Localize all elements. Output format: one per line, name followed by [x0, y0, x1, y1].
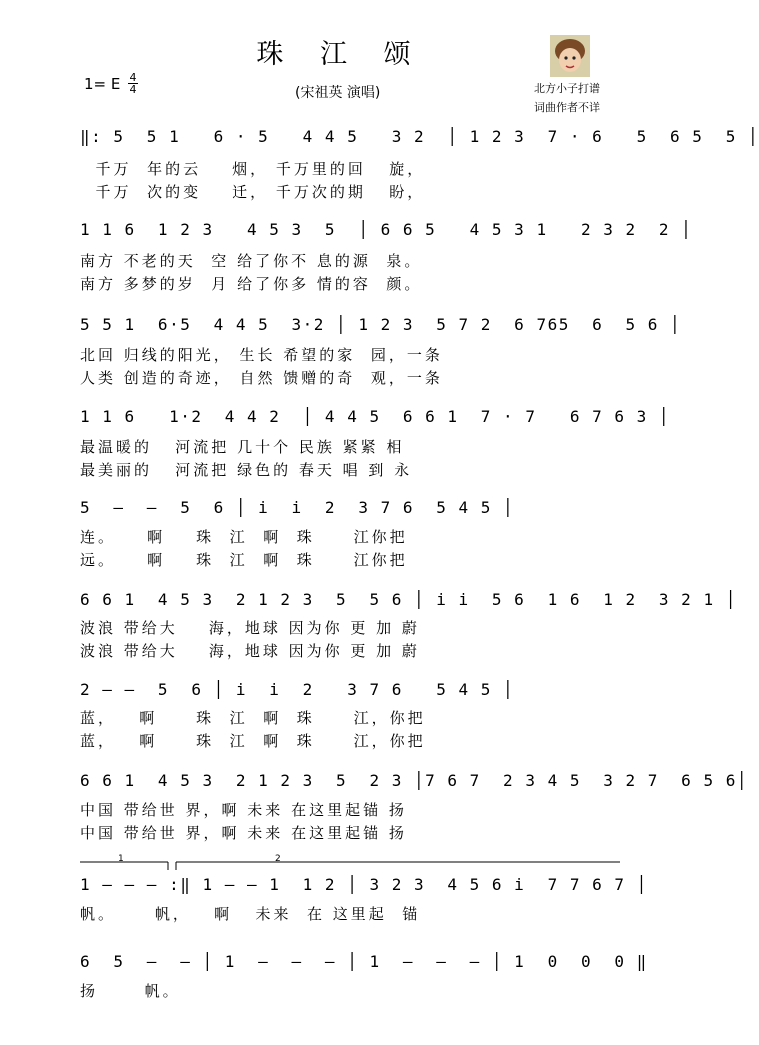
transcriber-credit: 北方小子打谱 — [534, 82, 600, 95]
time-signature-bottom: 4 — [129, 83, 137, 96]
avatar-image — [550, 35, 590, 77]
lyric-line-3a: 北回 归线的阳光， 生长 希望的家 园，一条 — [80, 346, 443, 364]
lyric-line-6a: 波浪 带给大 海，地球 因为你 更 加 蔚 — [80, 619, 420, 637]
notation-line-9: 1 – – – :‖ 1 – – 1 1 2 │ 3 2 3 4 5 6 i 7 7 6 7 │ — [80, 875, 648, 894]
lyric-line-3b: 人类 创造的奇迹， 自然 馈赠的奇 观，一条 — [80, 369, 443, 387]
lyric-line-4a: 最温暖的 河流把 几十个 民族 紧紧 相 — [80, 438, 405, 456]
key-signature: 1= E — [84, 75, 121, 93]
volta-second-label: 2 — [275, 854, 281, 864]
lyric-line-9: 帆。 帆， 啊 未来 在 这里起 锚 — [80, 905, 421, 923]
notation-line-4: 1 1 6 1·2 4 4 2 │ 4 4 5 6 6 1 7 · 7 6 7 6 3 │ — [80, 407, 671, 426]
notation-line-2: 1 1 6 1 2 3 4 5 3 5 │ 6 6 5 4 5 3 1 2 3 2 2 │ — [80, 220, 693, 239]
notation-line-3: 5 5 1 6·5 4 4 5 3·2 │ 1 2 3 5 7 2 6 765 6 5 6 │ — [80, 315, 682, 334]
notation-line-10: 6 5 – – │ 1 – – – │ 1 – – – │ 1 0 0 0 ‖ — [80, 952, 648, 971]
lyric-line-1a: 千万 年的云 烟， 千万里的回 旋， — [80, 160, 426, 178]
notation-line-6: 6 6 1 4 5 3 2 1 2 3 5 5 6 │ i i 5 6 1 6 1 2 3 2 1 │ — [80, 590, 737, 609]
notation-line-7: 2 – – 5 6 │ i i 2 3 7 6 5 4 5 │ — [80, 680, 515, 699]
notation-line-1: ‖: 5 5 1 6 · 5 4 4 5 3 2 │ 1 2 3 7 · 6 5 6 5 5 │ — [80, 127, 759, 146]
lyric-line-1b: 千万 次的变 迁， 千万次的期 盼， — [80, 183, 426, 201]
notation-line-8: 6 6 1 4 5 3 2 1 2 3 5 2 3 │7 6 7 2 3 4 5 3 2 7 6 5 6│ — [80, 771, 748, 790]
time-signature — [128, 72, 138, 95]
volta-brackets — [80, 860, 620, 870]
lyric-line-5a: 连。 啊 珠 江 啊 珠 江你把 — [80, 528, 408, 546]
lyric-line-8a: 中国 带给世 界，啊 未来 在这里起锚 扬 — [80, 801, 407, 819]
volta-first-label: 1 — [118, 854, 124, 864]
notation-line-5: 5 – – 5 6 │ i i 2 3 7 6 5 4 5 │ — [80, 498, 515, 517]
lyric-line-6b: 波浪 带给大 海，地球 因为你 更 加 蔚 — [80, 642, 420, 660]
lyric-line-4b: 最美丽的 河流把 绿色的 春天 唱 到 永 — [80, 461, 413, 479]
lyric-line-7b: 蓝， 啊 珠 江 啊 珠 江，你把 — [80, 732, 426, 750]
lyric-line-8b: 中国 带给世 界，啊 未来 在这里起锚 扬 — [80, 824, 407, 842]
lyric-line-2b: 南方 多梦的岁 月 给了你多 情的容 颜。 — [80, 275, 423, 293]
song-title: 珠 江 颂 — [256, 39, 425, 70]
time-signature-top: 4 — [129, 71, 137, 84]
singer-credit: (宋祖英 演唱) — [295, 85, 381, 101]
lyric-line-10: 扬 帆。 — [80, 982, 181, 1000]
lyric-line-5b: 远。 啊 珠 江 啊 珠 江你把 — [80, 551, 408, 569]
lyric-line-2a: 南方 不老的天 空 给了你不 息的源 泉。 — [80, 252, 423, 270]
author-credit: 词曲作者不详 — [534, 101, 600, 114]
lyric-line-7a: 蓝， 啊 珠 江 啊 珠 江，你把 — [80, 709, 426, 727]
